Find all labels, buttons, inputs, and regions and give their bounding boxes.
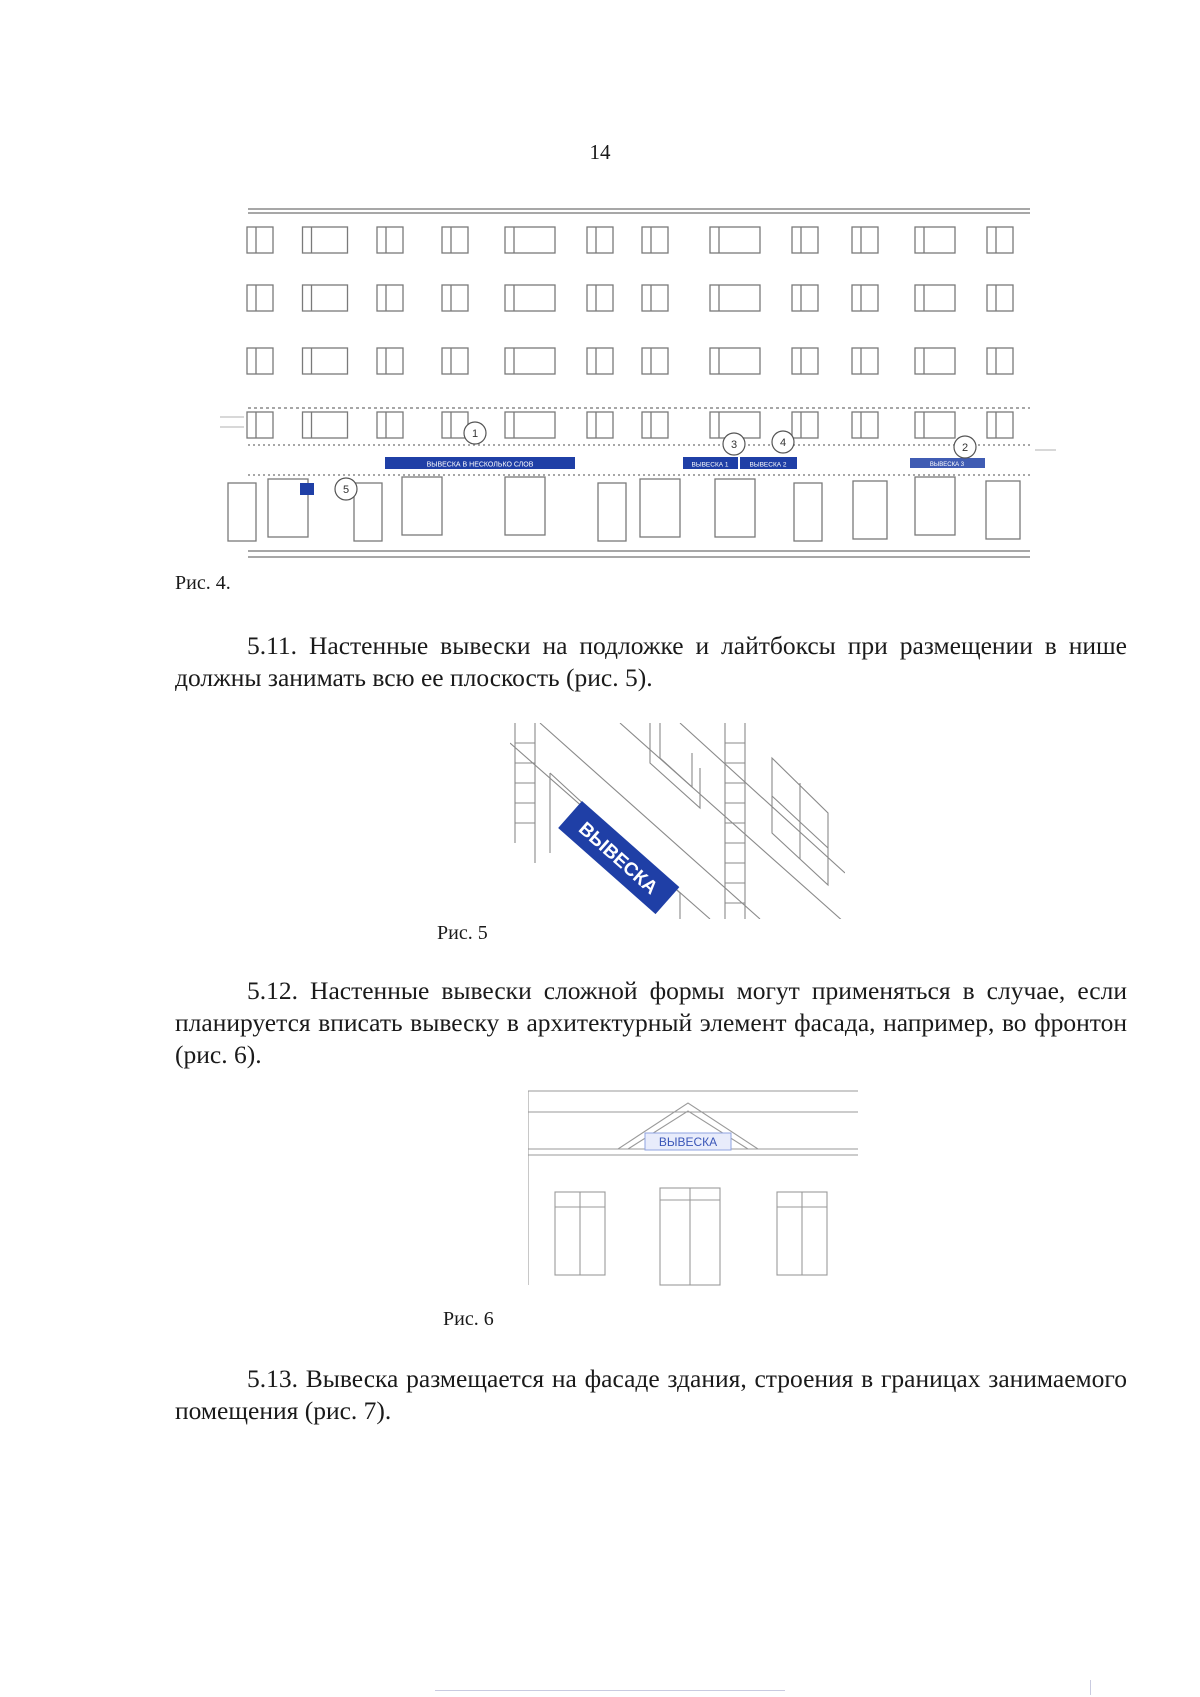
paragraph-5-13-text: 5.13. Вывеска размещается на фасаде здания, строения в границах занимаемого помещения (рис. 7). (175, 1364, 1127, 1425)
facade-window (710, 348, 760, 374)
facade-window (987, 412, 1013, 438)
facade-window (642, 412, 668, 438)
facade-window (792, 348, 818, 374)
figure-4-facade-drawing (200, 205, 1060, 560)
facade-window (247, 227, 273, 253)
ground-floor-opening (986, 481, 1020, 539)
figure-5-caption: Рис. 5 (437, 922, 488, 944)
ground-floor-opening (354, 483, 382, 541)
facade-window (587, 412, 613, 438)
marker-2-label: 2 (961, 442, 969, 454)
facade-window (915, 348, 955, 374)
facade-window (852, 227, 878, 253)
ground-floor-opening (853, 481, 887, 539)
facade-window (915, 227, 955, 253)
facade-window (642, 285, 668, 311)
facade-window (792, 285, 818, 311)
facade-window (642, 348, 668, 374)
facade-window (852, 285, 878, 311)
marker-1-label: 1 (471, 428, 479, 440)
facade-window (303, 285, 348, 311)
facade-window (247, 412, 273, 438)
facade-window (915, 285, 955, 311)
facade-window (987, 348, 1013, 374)
page-number: 14 (589, 140, 611, 164)
ground-floor-opening (794, 483, 822, 541)
sign-2-label: ВЫВЕСКА 2 (749, 461, 787, 469)
figure-5-niche-drawing (510, 723, 845, 919)
figure-6-caption: Рис. 6 (443, 1308, 494, 1330)
ground-floor-opening (715, 479, 755, 537)
facade-window (852, 348, 878, 374)
facade-window (587, 285, 613, 311)
facade-window (587, 348, 613, 374)
facade-window (987, 227, 1013, 253)
facade-window (247, 285, 273, 311)
sign-niche-label: ВЫВЕСКА (574, 818, 662, 899)
facade-window (642, 227, 668, 253)
right-edge-mark (1090, 1680, 1091, 1695)
facade-window (915, 412, 955, 438)
facade-window (505, 412, 555, 438)
facade-window (852, 412, 878, 438)
sign-pediment-label: ВЫВЕСКА (658, 1135, 718, 1149)
facade-window (710, 285, 760, 311)
ground-floor-opening (640, 479, 680, 537)
ground-floor-opening (598, 483, 626, 541)
facade-window (303, 348, 348, 374)
facade-window (710, 227, 760, 253)
sign-multiword-label: ВЫВЕСКА В НЕСКОЛЬКО СЛОВ (426, 461, 534, 469)
facade-window (505, 348, 555, 374)
sign-3-label: ВЫВЕСКА 3 (929, 462, 965, 468)
facade-window (792, 412, 818, 438)
facade-window (303, 412, 348, 438)
figure-4-caption: Рис. 4. (175, 572, 231, 594)
facade-window (587, 227, 613, 253)
ground-floor-opening (402, 477, 442, 535)
paragraph-5-13 (175, 1363, 1127, 1427)
ground-floor-opening (915, 477, 955, 535)
facade-window (377, 227, 403, 253)
facade-window (442, 285, 468, 311)
marker-3-label: 3 (730, 439, 738, 451)
facade-window (505, 227, 555, 253)
sign-1-label: ВЫВЕСКА 1 (691, 461, 729, 469)
facade-window (442, 348, 468, 374)
ground-floor-opening (505, 477, 545, 535)
facade-window (987, 285, 1013, 311)
marker-4-label: 4 (779, 437, 787, 449)
facade-window (377, 412, 403, 438)
facade-window (303, 227, 348, 253)
facade-window (377, 348, 403, 374)
bottom-scan-line (435, 1690, 785, 1691)
facade-window (377, 285, 403, 311)
paragraph-5-12-text: 5.12. Настенные вывески сложной формы могут применяться в случае, если планируется вписать вывеску в архитектурный элемент фасада, например, во фронтон (рис. 6). (175, 976, 1127, 1069)
paragraph-5-11-text: 5.11. Настенные вывески на подложке и лайтбоксы при размещении в нише должны занимать всю ее плоскость (рис. 5). (175, 631, 1127, 692)
facade-window (442, 227, 468, 253)
plaque (300, 483, 314, 495)
ground-floor-opening (228, 483, 256, 541)
facade-window (505, 285, 555, 311)
paragraph-5-12 (175, 975, 1127, 1071)
marker-5-label: 5 (342, 484, 350, 496)
paragraph-5-11 (175, 630, 1127, 694)
facade-window (247, 348, 273, 374)
facade-window (792, 227, 818, 253)
figure-6-pediment-drawing (528, 1085, 858, 1290)
